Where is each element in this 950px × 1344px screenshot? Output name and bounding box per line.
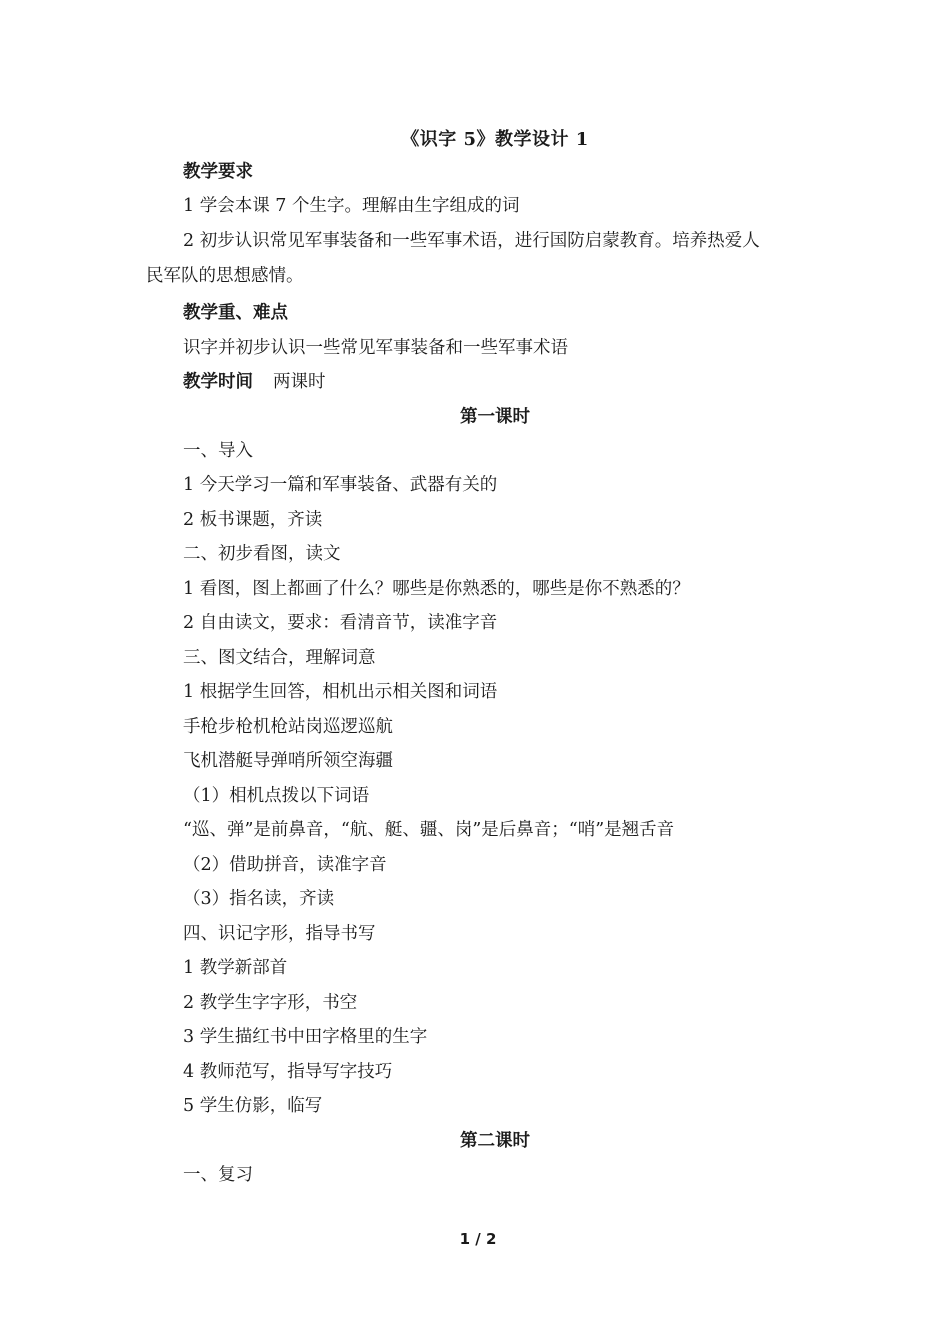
lesson-1-line: 2 教学生字字形，书空 bbox=[183, 993, 358, 1013]
lesson-2-line: 一、复习 bbox=[183, 1165, 253, 1185]
key-points-heading: 教学重、难点 bbox=[183, 303, 288, 323]
lesson-1-line: 3 学生描红书中田字格里的生字 bbox=[183, 1027, 428, 1047]
lesson-1-line: 飞机潜艇导弹哨所领空海疆 bbox=[183, 751, 393, 771]
lesson-1-line: 5 学生仿影，临写 bbox=[183, 1096, 323, 1116]
lesson-1-line: （3）指名读，齐读 bbox=[183, 889, 335, 909]
lesson-1-line: 4 教师范写，指导写字技巧 bbox=[183, 1062, 393, 1082]
page-number: 1 / 2 bbox=[459, 1230, 497, 1248]
lesson-1-line: 手枪步枪机枪站岗巡逻巡航 bbox=[183, 717, 393, 737]
document-title: 《识字 5》教学设计 1 bbox=[401, 129, 589, 150]
lesson-1-line: 1 看图，图上都画了什么？哪些是你熟悉的，哪些是你不熟悉的？ bbox=[183, 579, 690, 599]
requirement-2-line-1: 2 初步认识常见军事装备和一些军事术语，进行国防启蒙教育。培养热爱人 bbox=[183, 231, 760, 251]
lesson-1-line: （1）相机点拨以下词语 bbox=[183, 786, 370, 806]
lesson-1-line: 三、图文结合，理解词意 bbox=[183, 648, 376, 668]
teaching-time-row bbox=[183, 370, 326, 394]
key-points-text: 识字并初步认识一些常见军事装备和一些军事术语 bbox=[183, 338, 568, 358]
lesson-1-line: 2 自由读文，要求：看清音节，读准字音 bbox=[183, 613, 498, 633]
lesson-1-line: “巡、弹”是前鼻音，“航、艇、疆、岗”是后鼻音；“哨”是翘舌音 bbox=[183, 820, 675, 840]
requirement-2-line-2: 民军队的思想感情。 bbox=[146, 266, 304, 286]
requirements-heading: 教学要求 bbox=[183, 162, 253, 182]
lesson-1-heading: 第一课时 bbox=[460, 407, 530, 427]
lesson-1-line: 2 板书课题，齐读 bbox=[183, 510, 323, 530]
lesson-2-heading: 第二课时 bbox=[460, 1131, 530, 1151]
lesson-1-line: 四、识记字形，指导书写 bbox=[183, 924, 376, 944]
lesson-1-line: 一、导入 bbox=[183, 441, 253, 461]
lesson-1-line: 1 今天学习一篇和军事装备、武器有关的 bbox=[183, 475, 498, 495]
lesson-1-line: 1 教学新部首 bbox=[183, 958, 288, 978]
requirement-1: 1 学会本课 7 个生字。理解由生字组成的词 bbox=[183, 196, 520, 216]
lesson-1-line: 二、初步看图，读文 bbox=[183, 544, 341, 564]
teaching-time-value: 两课时 bbox=[273, 372, 326, 392]
lesson-1-line: 1 根据学生回答，相机出示相关图和词语 bbox=[183, 682, 498, 702]
lesson-1-line: （2）借助拼音，读准字音 bbox=[183, 855, 387, 875]
teaching-time-heading: 教学时间 bbox=[183, 372, 253, 392]
